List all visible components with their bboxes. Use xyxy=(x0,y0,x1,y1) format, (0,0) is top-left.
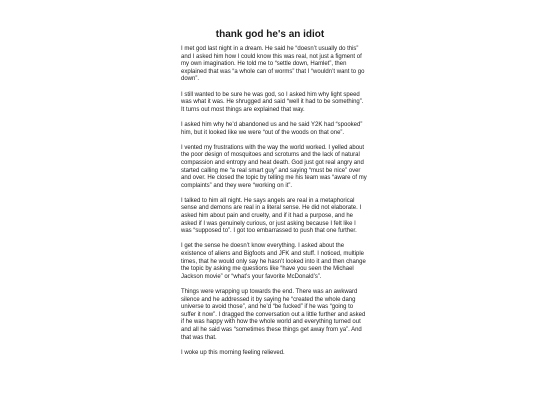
article-paragraph: I get the sense he doesn’t know everything. I asked about the existence of aliens and Bigfoots and JFK and stuff. I noticed, multiple times, that he would only say he hasn’t looked into it and then change the topic by asking me questions like “have you seen the Michael Jackson movie” or “what’s your favorite McDonald’s”. xyxy=(181,243,366,280)
article-paragraph: I still wanted to be sure he was god, so I asked him why light speed was what it was. He shrugged and said “well it had to be something”. It turns out most things are explained that way. xyxy=(181,91,364,113)
article-paragraph: Things were wrapping up towards the end. There was an awkward silence and he addressed it by saying he “created the whole dang universe to avoid those”, and he’d “be fucked” if he was “going to suffer it now”. I dragged the conversation out a little further and asked if he was happy with how the whole world and everything turned out and all he said was “sometimes these things get away from ya”. And that was that. xyxy=(181,289,366,341)
article-paragraph: I woke up this morning feeling relieved. xyxy=(181,349,285,356)
article-body xyxy=(181,46,367,365)
article-paragraph: I talked to him all night. He says angels are real in a metaphorical sense and demons are real in a literal sense. He did not elaborate. I asked him about pain and cruelty, and if it had a purpose, and he asked if I was genuinely curious, or just asking because I felt like I was “supposed to”. I got too embarrassed to push that one further. xyxy=(181,197,362,235)
article-paragraph: I met god last night in a dream. He said he “doesn’t usually do this” and I asked him how I could know this was real, not just a figment of my own imagination. He told me to “settle down, Hamlet”, then explained that was “a whole can of worms” that I “wouldn’t want to go down”. xyxy=(181,46,365,83)
article-title: thank god he's an idiot xyxy=(215,29,325,40)
article-paragraph: I asked him why he’d abandoned us and he said Y2K had “spooked” him, but it looked like we were “out of the woods on that one”. xyxy=(181,121,363,136)
article-paragraph: I vented my frustrations with the way the world worked. I yelled about the poor design of mosquitoes and scrotums and the lack of natural compassion and entropy and heat death. God just got real angry and started calling me “a real smart guy” and saying “must be nice” over and over. He closed the topic by telling me his team was “aware of my complaints” and they were “working on it”. xyxy=(181,144,367,189)
